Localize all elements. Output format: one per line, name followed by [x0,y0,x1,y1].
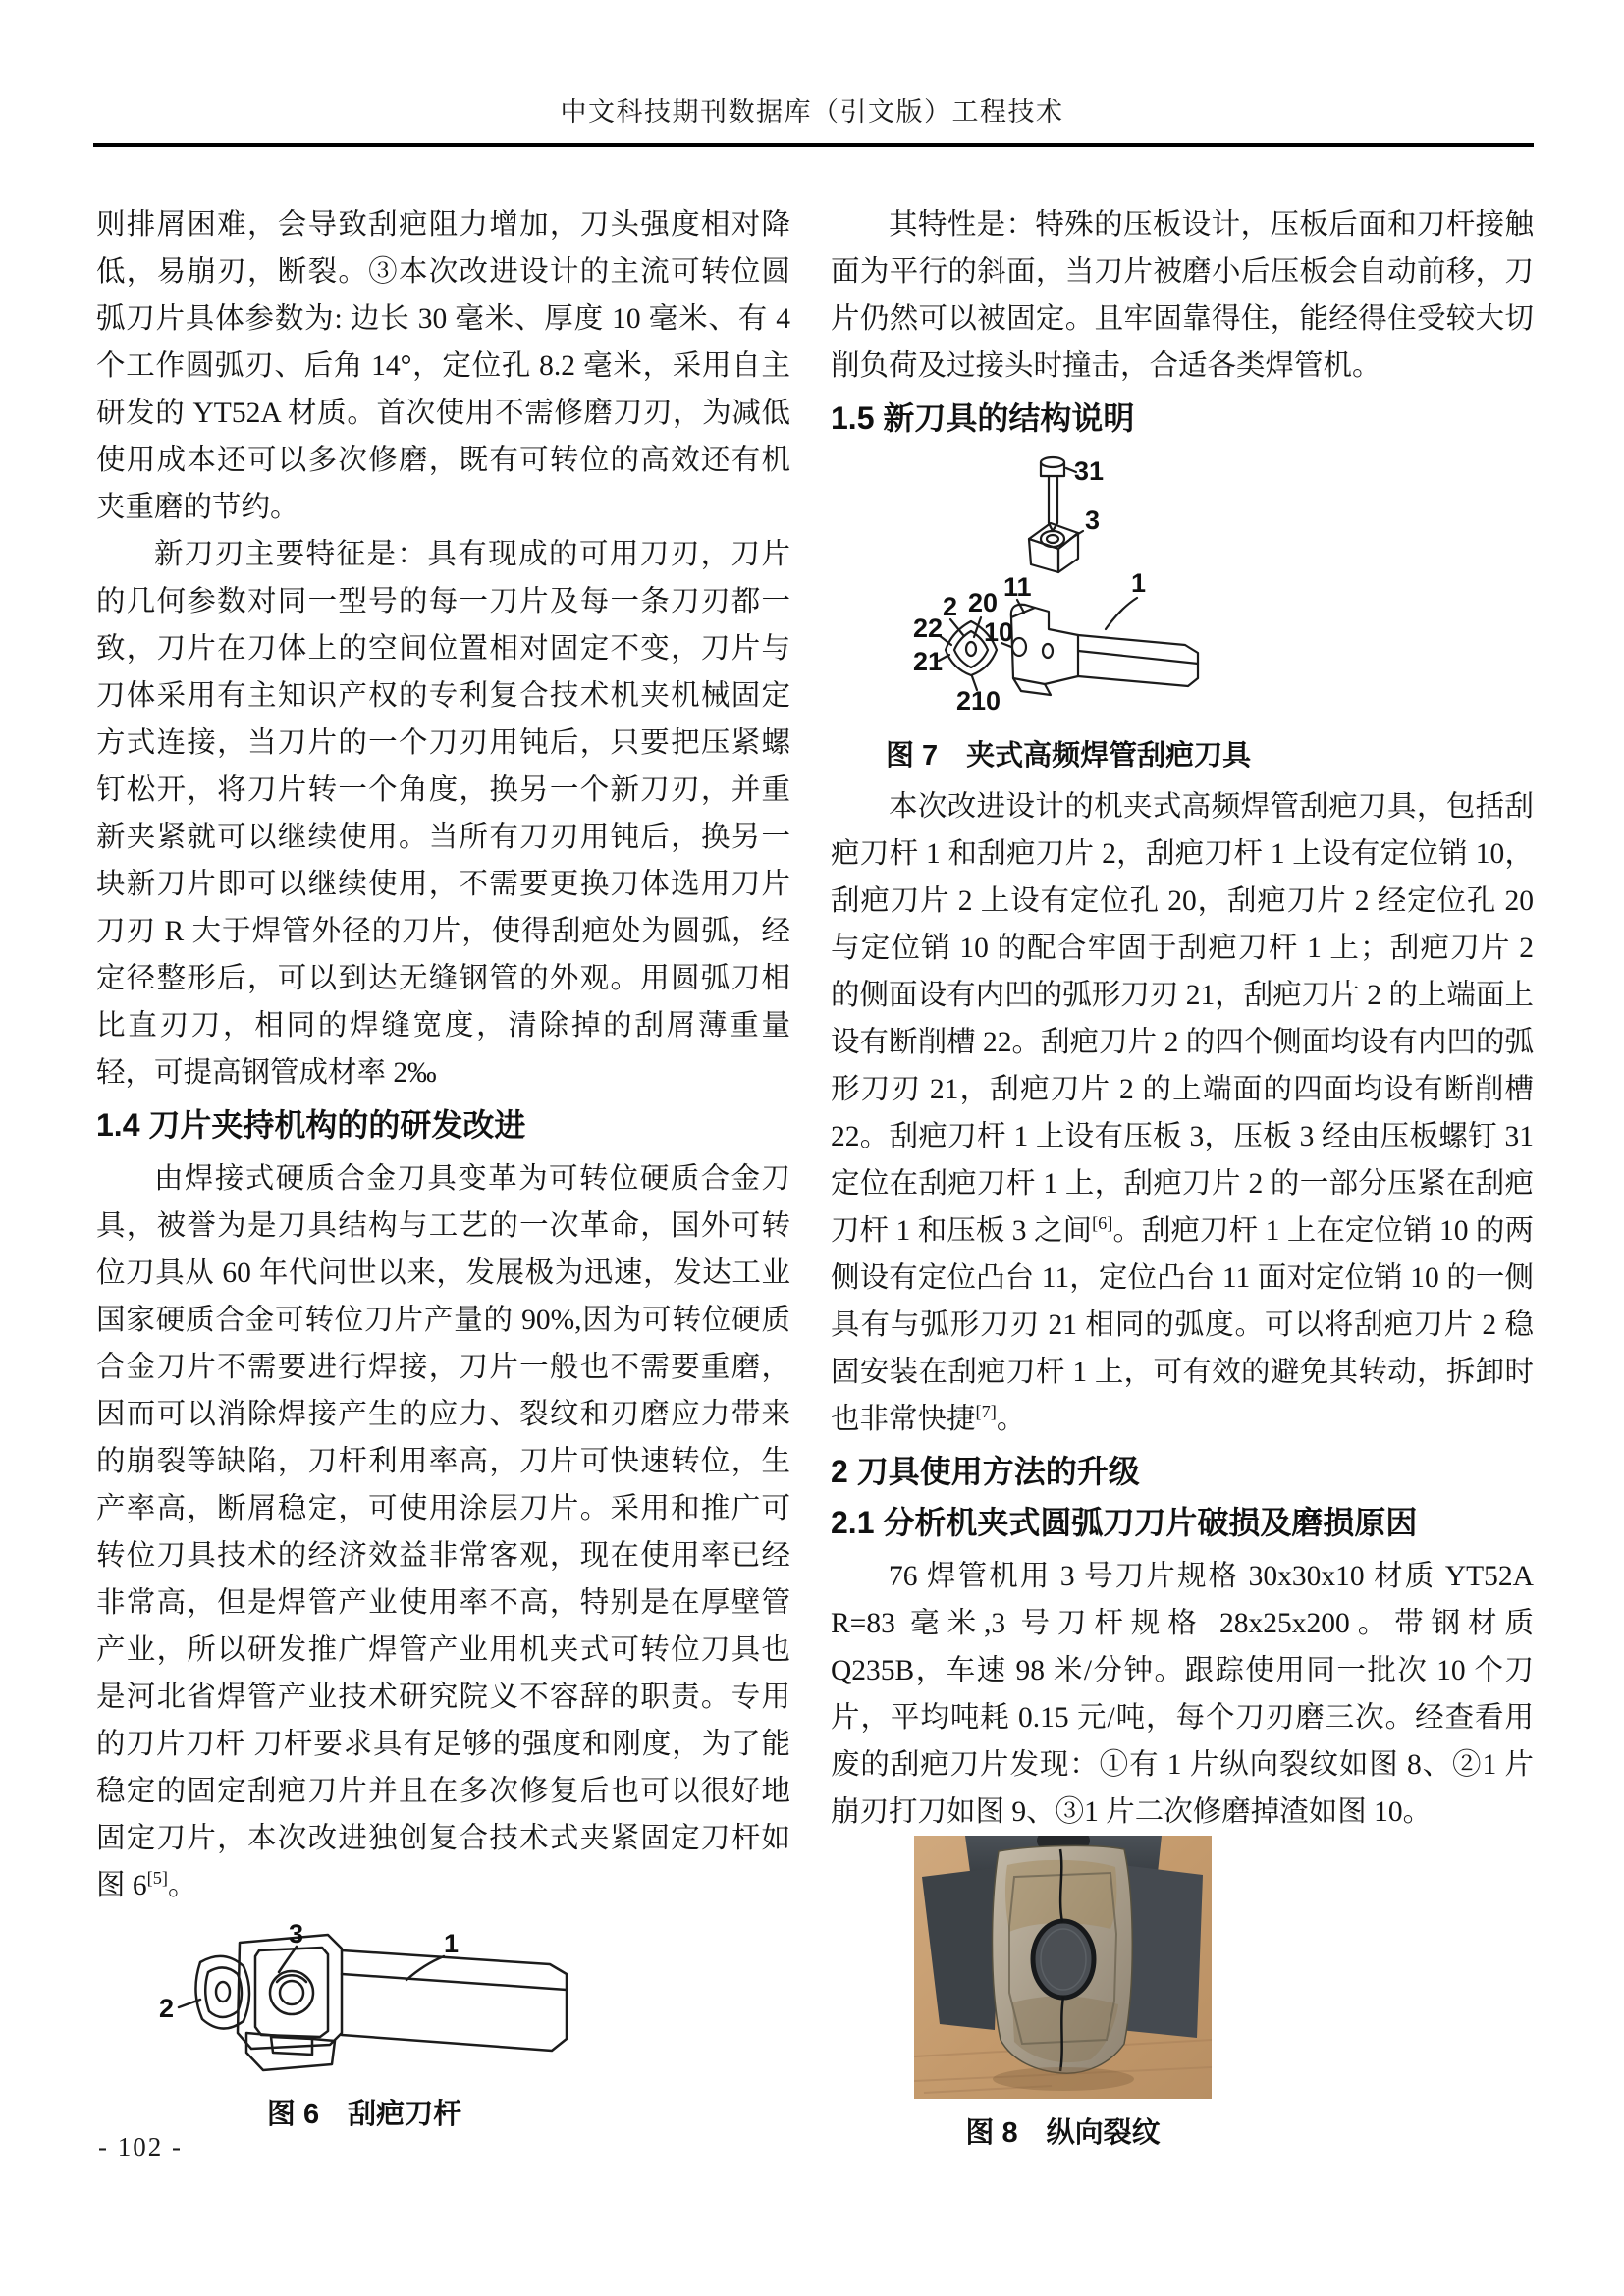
paragraph-clamping-research [96,1155,790,1909]
left-column [96,182,790,2134]
citation-5: [5] [146,1868,168,1889]
fig7-label-31: 31 [1074,456,1105,486]
fig7-label-1: 1 [1131,568,1147,598]
fig7-label-2: 2 [943,592,958,621]
paragraph-text: 。 [167,1870,197,1901]
section-heading-1-5: 1.5 新刀具的结构说明 [831,400,1135,436]
fig7-label-11: 11 [1003,572,1032,602]
right-column [831,182,1534,2153]
fig6-label-2: 2 [159,1994,175,2023]
citation-6: [6] [1092,1213,1113,1234]
paragraph-text: 本次改进设计的机夹式高频焊管刮疤刀具，包括刮疤刀杆 1 和刮疤刀片 2，刮疤刀杆 1 上设有定位销 10，刮疤刀片 2 上设有定位孔 20，刮疤刀片 2 经定位孔 20 与定位销 10 的配合牢固于刮疤刀杆 1 上；刮疤刀片 2 的侧面设有内凹的弧形刀刃 21，刮疤刀片 2 的上端面上设有断削槽 22。刮疤刀片 2 的四个侧面均设有内凹的弧形刀刃 21，刮疤刀片 2 的上端面的四面均设有断削槽 22。刮疤刀杆 1 上设有压板 3，压板 3 经由压板螺钉 31 定位在刮疤刀杆 1 上，刮疤刀片 2 的一部分压紧在刮疤刀杆 1 和压板 3 之间 [831,791,1534,1247]
paragraph-new-tool-structure [831,783,1534,1443]
fig6-toolbar-drawing [153,1915,575,2080]
section-heading-2-1: 2.1 分析机夹式圆弧刀刀片破损及磨损原因 [831,1505,1418,1540]
fig6-label-3: 3 [289,1919,304,1949]
fig7-label-20: 20 [968,588,999,617]
fig7-label-22: 22 [913,614,944,643]
section-heading-1-4: 1.4 刀片夹持机构的的研发改进 [96,1107,526,1143]
paragraph-text: 。刮疤刀杆 1 上在定位销 10 的两侧设有定位凸台 11，定位凸台 11 面对定位销 10 的一侧具有与弧形刀刃 21 相同的弧度。可以将刮疤刀片 2 稳固安装在刮疤刀杆 1 上，可有效的避免其转动，拆卸时也非常快捷 [831,1215,1534,1435]
figure-7 [886,449,1252,775]
fig8-crack-photo [914,1836,1212,2099]
page-header: 中文科技期刊数据库（引文版）工程技术 [560,97,1064,127]
paragraph-wear-analysis: 76 焊管机用 3 号刀片规格 30x30x10 材质 YT52A R=83 毫米,3 号刀杆规格 28x25x200。带钢材质 Q235B，车速 98 米/分钟。跟踪使用同一批次 10 个刀片，平均吨耗 0.15 元/吨，每个刀刃磨三次。经查看用废的刮疤刀片发现：①有 1 片纵向裂纹如图 8、②1 片崩刃打刀如图 9、③1 片二次修磨掉渣如图 10。 [831,1561,1534,1828]
paragraph-text: 。 [996,1404,1026,1435]
citation-7: [7] [975,1402,997,1422]
fig7-label-210: 210 [956,686,1001,716]
section-heading-2: 2 刀具使用方法的升级 [831,1454,1140,1489]
paragraph-clamp-plate-features: 其特性是：特殊的压板设计，压板后面和刀杆接触面为平行的斜面，当刀片被磨小后压板会自动前移，刀片仍然可以被固定。且牢固靠得住，能经得住受较大切削负荷及过接头时撞击，合适各类焊管机。 [831,209,1534,382]
fig7-label-10: 10 [984,617,1014,647]
fig6-caption: 图 6 刮疤刀杆 [266,2099,462,2130]
fig7-exploded-drawing [886,449,1219,721]
figure-8 [914,1836,1212,2153]
fig7-label-21: 21 [913,647,944,676]
fig8-caption: 图 8 纵向裂纹 [965,2117,1161,2149]
header-rule [93,143,1534,147]
paragraph-text: 由焊接式硬质合金刀具变革为可转位硬质合金刀具，被誉为是刀具结构与工艺的一次革命，国外可转位刀具从 60 年代问世以来，发展极为迅速，发达工业国家硬质合金可转位刀片产量的 90%,因为可转位硬质合金刀片不需要进行焊接，刀片一般也不需要重磨，因而可以消除焊接产生的应力、裂纹和刃磨应力带来的崩裂等缺陷，刀杆利用率高，刀片可快速转位，生产率高，断屑稳定，可使用涂层刀片。采用和推广可转位刀具技术的经济效益非常客观，现在使用率已经非常高，但是焊管产业使用率不高，特别是在厚壁管产业，所以研发推广焊管产业用机夹式可转位刀具也是河北省焊管产业技术研究院义不容辞的职责。专用的刀片刀杆 刀杆要求具有足够的强度和刚度，为了能稳定的固定刮疤刀片并且在多次修复后也可以很好地固定刀片，本次改进独创复合技术式夹紧固定刀杆如图 6 [96,1163,790,1901]
paragraph-continued: 则排屑困难，会导致刮疤阻力增加，刀头强度相对降低，易崩刃，断裂。③本次改进设计的主流可转位圆弧刀片具体参数为: 边长 30 毫米、厚度 10 毫米、有 4 个工作圆弧刃、后角 14°，定位孔 8.2 毫米，采用自主研发的 YT52A 材质。首次使用不需修磨刀刃，为减低使用成本还可以多次修磨，既有可转位的高效还有机夹重磨的节约。 [96,209,790,523]
page-number: - 102 - [98,2132,183,2162]
fig7-label-3: 3 [1085,506,1101,535]
figure-6 [153,1915,575,2134]
fig7-caption: 图 7 夹式高频焊管刮疤刀具 [886,740,1252,772]
fig6-label-1: 1 [444,1929,460,1958]
paragraph-new-blade-features: 新刀刃主要特征是：具有现成的可用刀刃，刀片的几何参数对同一型号的每一刀片及每一条刀刃都一致，刀片在刀体上的空间位置相对固定不变，刀片与刀体采用有主知识产权的专利复合技术机夹机械固定方式连接，当刀片的一个刀刃用钝后，只要把压紧螺钉松开，将刀片转一个角度，换另一个新刀刃，并重新夹紧就可以继续使用。当所有刀刃用钝后，换另一块新刀片即可以继续使用，不需要更换刀体选用刀片刀刃 R 大于焊管外径的刀片，使得刮疤处为圆弧，经定径整形后，可以到达无缝钢管的外观。用圆弧刀相比直刃刀，相同的焊缝宽度，清除掉的刮屑薄重量轻，可提高钢管成材率 2‰ [96,539,790,1089]
